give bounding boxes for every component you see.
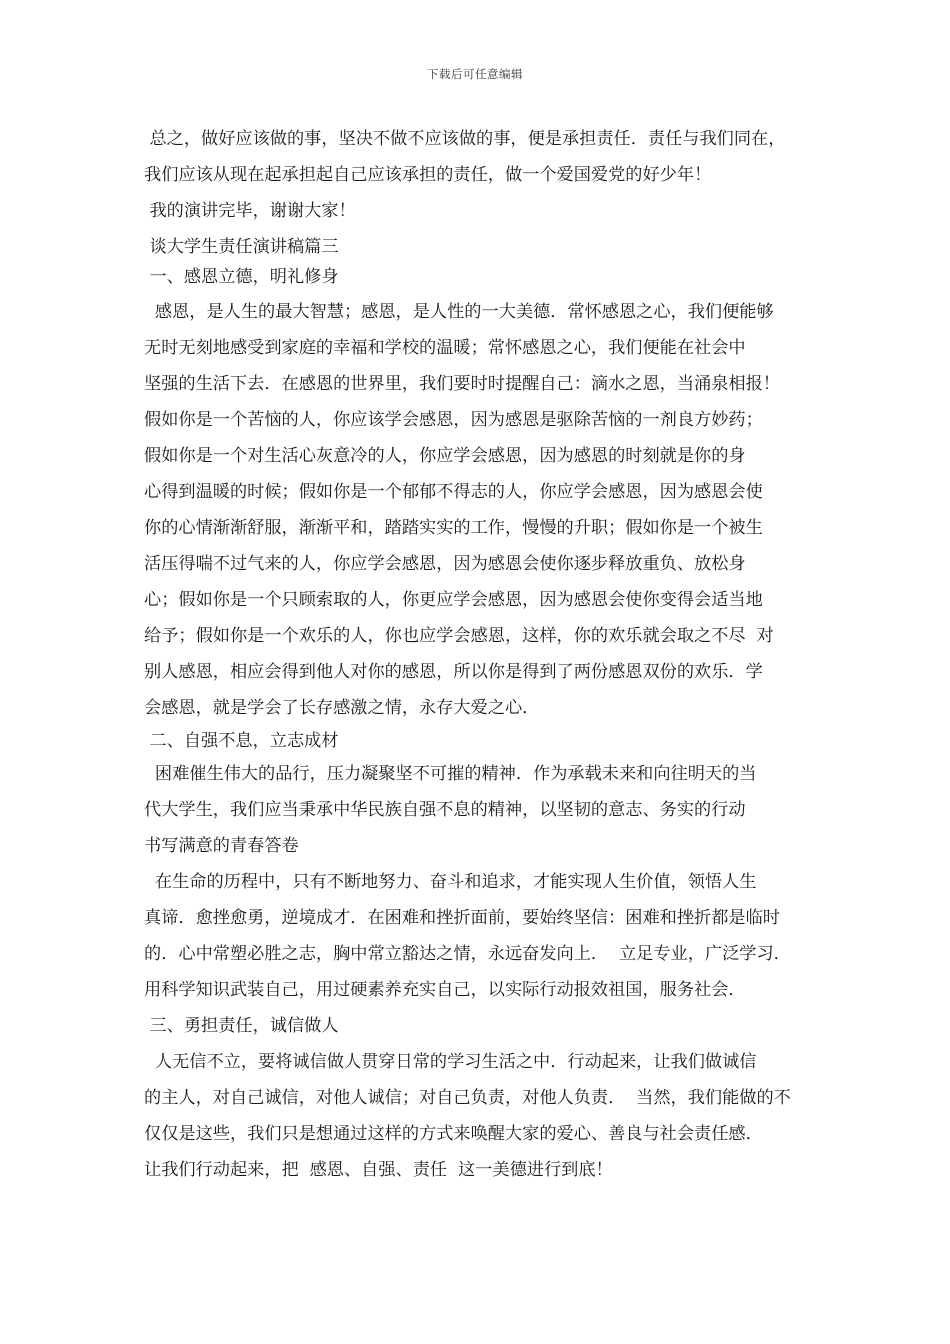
text-line: 我的演讲完毕，谢谢大家！	[144, 201, 356, 221]
section-heading: 一、感恩立德，明礼修身	[144, 267, 339, 287]
text-line: 真谛．愈挫愈勇，逆境成才．在困难和挫折面前，要始终坚信：困难和挫折都是临时	[144, 908, 780, 928]
text-line: 用科学知识武装自己，用过硬素养充实自己，以实际行动报效祖国，服务社会．	[144, 980, 746, 1000]
text-line: 心得到温暖的时候；假如你是一个郁郁不得志的人，你应学会感恩，因为感恩会使	[144, 482, 763, 502]
text-line: 代大学生，我们应当秉承中华民族自强不息的精神，以坚韧的意志、务实的行动	[144, 800, 746, 820]
text-line: 活压得喘不过气来的人，你应学会感恩，因为感恩会使你逐步释放重负、放松身	[144, 554, 746, 574]
text-line: 困难催生伟大的品行，压力凝聚坚不可摧的精神．作为承载未来和向往明天的当	[144, 764, 757, 784]
text-line: 仅仅是这些，我们只是想通过这样的方式来唤醒大家的爱心、善良与社会责任感．	[144, 1124, 763, 1144]
text-line: 假如你是一个对生活心灰意冷的人，你应学会感恩，因为感恩的时刻就是你的身	[144, 446, 746, 466]
section-title: 谈大学生责任演讲稿篇三	[144, 237, 339, 257]
text-line: 感恩，是人生的最大智慧；感恩，是人性的一大美德．常怀感恩之心，我们便能够	[144, 302, 774, 322]
text-line: 无时无刻地感受到家庭的幸福和学校的温暖；常怀感恩之心，我们便能在社会中	[144, 338, 746, 358]
section-heading: 二、自强不息，立志成材	[144, 731, 339, 751]
text-line: 我们应该从现在起承担起自己应该承担的责任，做一个爱国爱党的好少年！	[144, 165, 712, 185]
section-heading: 三、勇担责任，诚信做人	[144, 1016, 339, 1036]
text-line: 别人感恩，相应会得到他人对你的感恩，所以你是得到了两份感恩双份的欢乐．学	[144, 662, 763, 682]
text-line: 会感恩，就是学会了长存感激之情，永存大爱之心．	[144, 698, 540, 718]
text-line: 假如你是一个苦恼的人，你应该学会感恩，因为感恩是驱除苦恼的一剂良方妙药；	[144, 410, 763, 430]
text-line: 在生命的历程中，只有不断地努力、奋斗和追求，才能实现人生价值，领悟人生	[144, 872, 757, 892]
text-line: 总之，做好应该做的事，坚决不做不应该做的事，便是承担责任．责任与我们同在，	[144, 129, 786, 149]
text-line: 你的心情渐渐舒服，渐渐平和，踏踏实实的工作，慢慢的升职；假如你是一个被生	[144, 518, 763, 538]
text-line: 人无信不立，要将诚信做人贯穿日常的学习生活之中．行动起来，让我们做诚信	[144, 1052, 757, 1072]
text-line: 让我们行动起来，把 感恩、自强、责任 这一美德进行到底！	[144, 1160, 613, 1180]
text-line: 的主人，对自己诚信，对他人诚信；对自己负责，对他人负责． 当然，我们能做的不	[144, 1088, 791, 1108]
text-line: 坚强的生活下去．在感恩的世界里，我们要时时提醒自己：滴水之恩，当涌泉相报！	[144, 374, 780, 394]
text-line: 给予；假如你是一个欢乐的人，你也应学会感恩，这样，你的欢乐就会取之不尽 对	[144, 626, 774, 646]
text-line: 心；假如你是一个只顾索取的人，你更应学会感恩，因为感恩会使你变得会适当地	[144, 590, 763, 610]
text-line: 书写满意的青春答卷	[144, 836, 299, 856]
text-line: 的．心中常塑必胜之志，胸中常立豁达之情，永远奋发向上． 立足专业，广泛学习．	[144, 944, 791, 964]
page-header: 下载后可任意编辑	[427, 67, 523, 81]
